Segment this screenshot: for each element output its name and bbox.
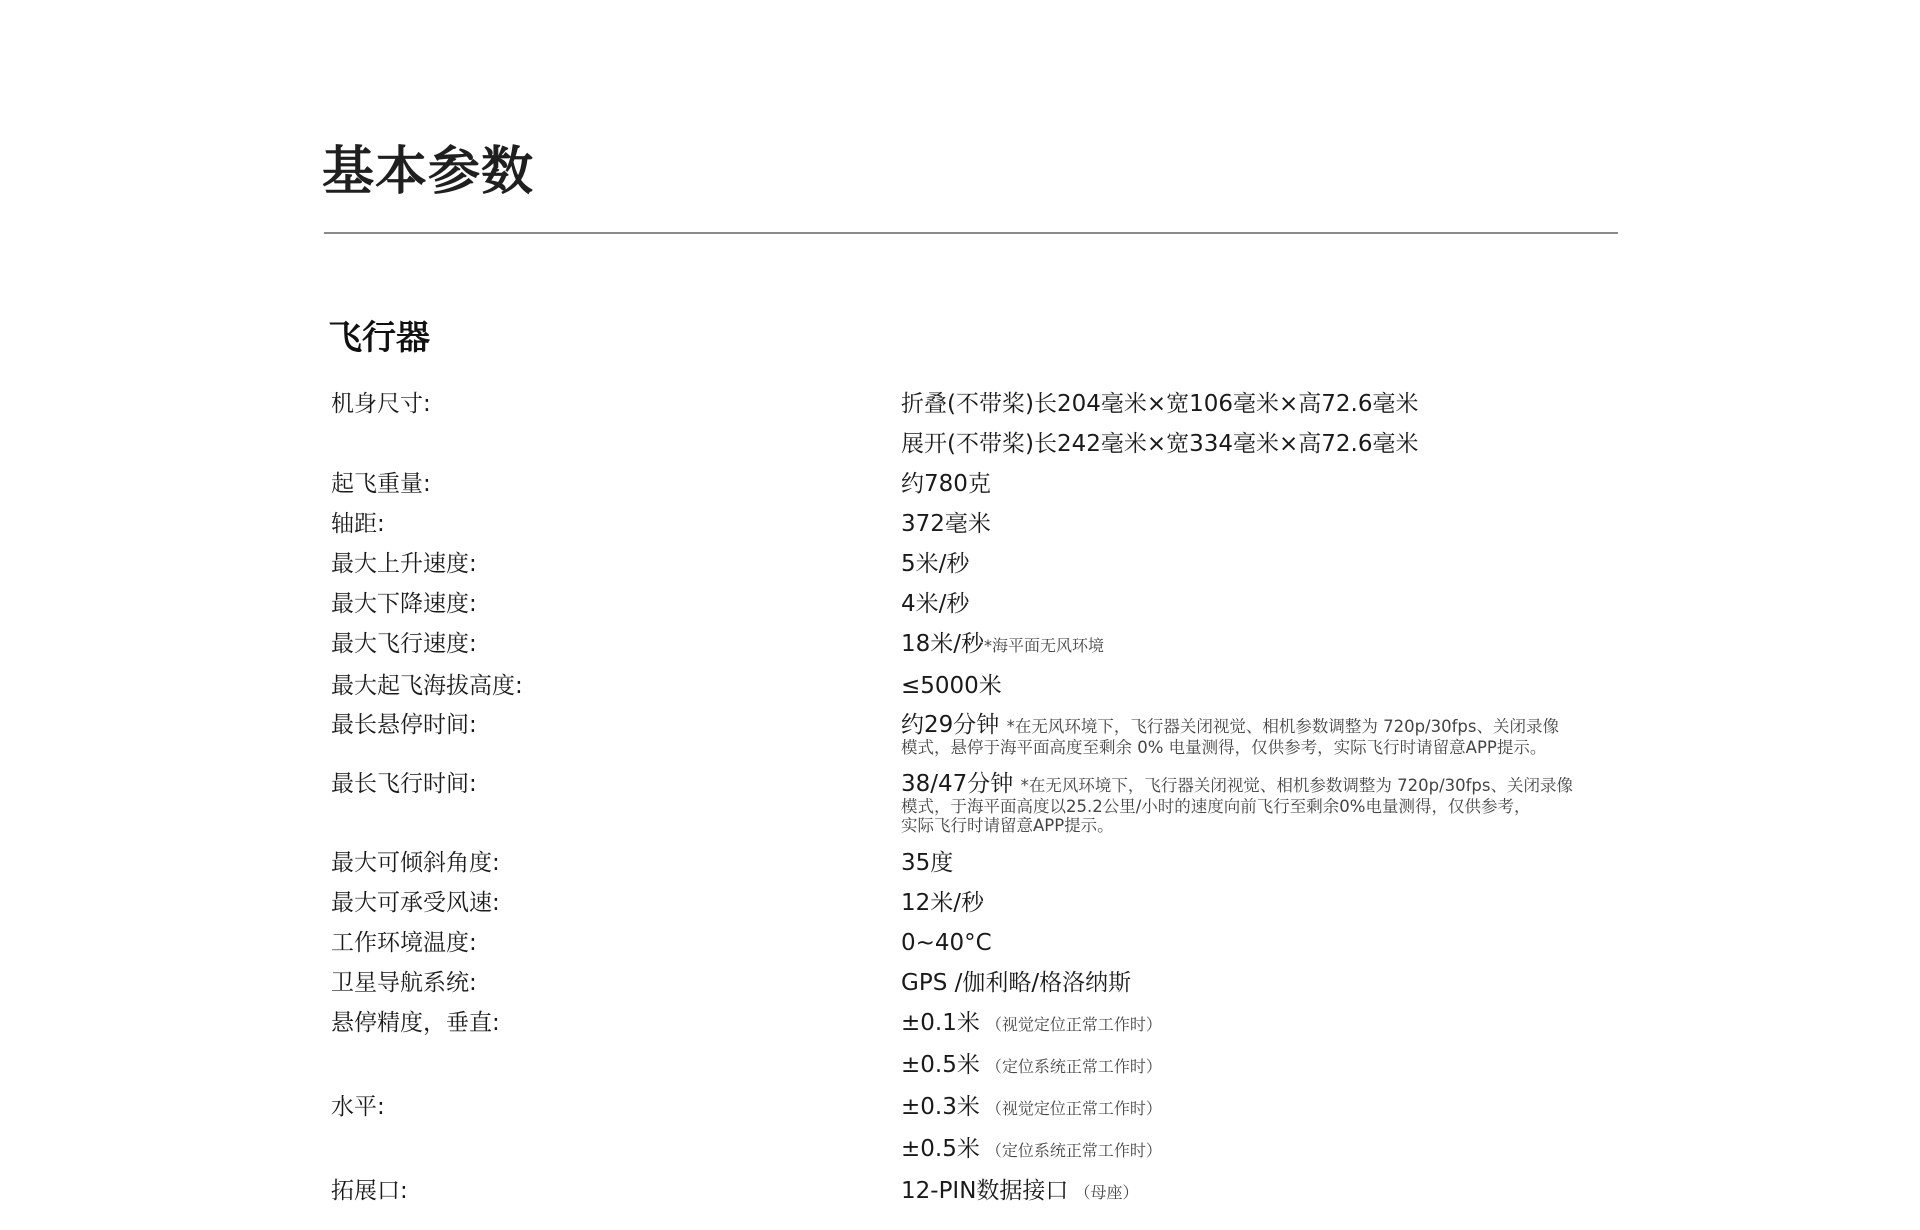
spec-row-dimensions bbox=[331, 384, 1621, 464]
spec-row-max-ascent-speed bbox=[331, 544, 1621, 584]
spec-value: ±0.5米 bbox=[901, 1052, 980, 1078]
spec-value: 12米/秒 bbox=[901, 890, 985, 916]
spec-row-takeoff-weight bbox=[331, 464, 1621, 504]
spec-row-hover-accuracy-vertical bbox=[331, 1003, 1621, 1087]
page-title: 基本参数 bbox=[322, 142, 535, 202]
spec-value-line bbox=[901, 1087, 1621, 1129]
spec-value: 5米/秒 bbox=[901, 551, 970, 577]
spec-label: 机身尺寸: bbox=[331, 391, 431, 417]
spec-row-max-tilt-angle bbox=[331, 843, 1621, 883]
spec-value: ±0.1米 bbox=[901, 1010, 980, 1036]
spec-value-line bbox=[901, 1129, 1621, 1171]
spec-values bbox=[901, 963, 1621, 1003]
spec-value-line bbox=[901, 1045, 1621, 1087]
spec-label: 最大可倾斜角度: bbox=[331, 850, 500, 876]
spec-note: *在无风环境下，飞行器关闭视觉、相机参数调整为 720p/30fps、关闭录像 bbox=[1006, 717, 1559, 736]
spec-row-gnss bbox=[331, 963, 1621, 1003]
spec-value: ±0.5米 bbox=[901, 1136, 980, 1162]
spec-values bbox=[901, 666, 1621, 706]
section-title: 飞行器 bbox=[328, 318, 430, 358]
spec-row-max-takeoff-altitude bbox=[331, 666, 1621, 706]
spec-row-max-flight-speed bbox=[331, 624, 1621, 666]
spec-label: 最长悬停时间: bbox=[331, 712, 477, 738]
spec-values bbox=[901, 1171, 1621, 1213]
spec-value: 约29分钟 bbox=[901, 712, 1000, 738]
spec-value: 38/47分钟 bbox=[901, 771, 1014, 797]
spec-values bbox=[901, 923, 1621, 963]
spec-value: 折叠(不带桨)长204毫米×宽106毫米×高72.6毫米 bbox=[901, 391, 1419, 417]
spec-row-wheelbase bbox=[331, 504, 1621, 544]
spec-note: 实际飞行时请留意APP提示。 bbox=[901, 816, 1114, 835]
spec-row-max-hover-time bbox=[331, 712, 1621, 765]
spec-note: （母座） bbox=[1074, 1183, 1139, 1202]
spec-value-line bbox=[901, 712, 1621, 738]
spec-label: 悬停精度，垂直: bbox=[331, 1010, 500, 1036]
spec-label: 水平: bbox=[331, 1094, 385, 1120]
spec-row-hover-accuracy-horizontal bbox=[331, 1087, 1621, 1171]
spec-values bbox=[901, 544, 1621, 584]
spec-value-line bbox=[901, 771, 1621, 797]
spec-row-max-descent-speed bbox=[331, 584, 1621, 624]
spec-values bbox=[901, 712, 1621, 765]
spec-note: *海平面无风环境 bbox=[984, 636, 1105, 655]
spec-label: 最大下降速度: bbox=[331, 591, 477, 617]
spec-value: ≤5000米 bbox=[901, 673, 1002, 699]
spec-label: 最大可承受风速: bbox=[331, 890, 500, 916]
spec-label: 最大上升速度: bbox=[331, 551, 477, 577]
spec-value: 372毫米 bbox=[901, 511, 991, 537]
spec-values bbox=[901, 504, 1621, 544]
spec-note: （定位系统正常工作时） bbox=[985, 1141, 1162, 1160]
spec-value: 展开(不带桨)长242毫米×宽334毫米×高72.6毫米 bbox=[901, 431, 1419, 457]
spec-value: 12-PIN数据接口 bbox=[901, 1178, 1069, 1204]
spec-note: （视觉定位正常工作时） bbox=[985, 1015, 1162, 1034]
spec-label: 最大起飞海拔高度: bbox=[331, 673, 523, 699]
spec-row-expansion-port bbox=[331, 1171, 1621, 1213]
spec-row-operating-temperature bbox=[331, 923, 1621, 963]
spec-value: 0~40°C bbox=[901, 930, 992, 956]
spec-values bbox=[901, 584, 1621, 624]
spec-values bbox=[901, 883, 1621, 923]
spec-values bbox=[901, 771, 1621, 843]
spec-values bbox=[901, 843, 1621, 883]
spec-row-max-flight-time bbox=[331, 771, 1621, 843]
spec-values bbox=[901, 1087, 1621, 1171]
spec-value: GPS /伽利略/格洛纳斯 bbox=[901, 970, 1132, 996]
spec-label: 最长飞行时间: bbox=[331, 771, 477, 797]
spec-label: 工作环境温度: bbox=[331, 930, 477, 956]
spec-note: （定位系统正常工作时） bbox=[985, 1057, 1162, 1076]
spec-value: ±0.3米 bbox=[901, 1094, 980, 1120]
spec-values bbox=[901, 624, 1621, 666]
title-divider bbox=[324, 232, 1618, 234]
spec-label: 最大飞行速度: bbox=[331, 631, 477, 657]
spec-value: 4米/秒 bbox=[901, 591, 970, 617]
spec-values bbox=[901, 384, 1621, 464]
spec-note: *在无风环境下，飞行器关闭视觉、相机参数调整为 720p/30fps、关闭录像 bbox=[1020, 776, 1574, 795]
spec-values bbox=[901, 464, 1621, 504]
spec-value-line bbox=[901, 624, 1621, 666]
spec-value-line bbox=[901, 1003, 1621, 1045]
spec-note: 模式，于海平面高度以25.2公里/小时的速度向前飞行至剩余0%电量测得，仅供参考， bbox=[901, 797, 1531, 816]
spec-values bbox=[901, 1003, 1621, 1087]
spec-value-line bbox=[901, 1171, 1621, 1213]
spec-note: （视觉定位正常工作时） bbox=[985, 1099, 1162, 1118]
spec-label: 卫星导航系统: bbox=[331, 970, 477, 996]
spec-value: 约780克 bbox=[901, 471, 991, 497]
spec-table bbox=[331, 384, 1621, 1213]
spec-note: 模式，悬停于海平面高度至剩余 0% 电量测得，仅供参考，实际飞行时请留意APP提示。 bbox=[901, 738, 1547, 757]
spec-label: 起飞重量: bbox=[331, 471, 431, 497]
spec-label: 轴距: bbox=[331, 511, 385, 537]
spec-row-max-wind-resistance bbox=[331, 883, 1621, 923]
spec-label: 拓展口: bbox=[331, 1178, 408, 1204]
spec-value: 35度 bbox=[901, 850, 954, 876]
spec-value: 18米/秒 bbox=[901, 631, 985, 657]
